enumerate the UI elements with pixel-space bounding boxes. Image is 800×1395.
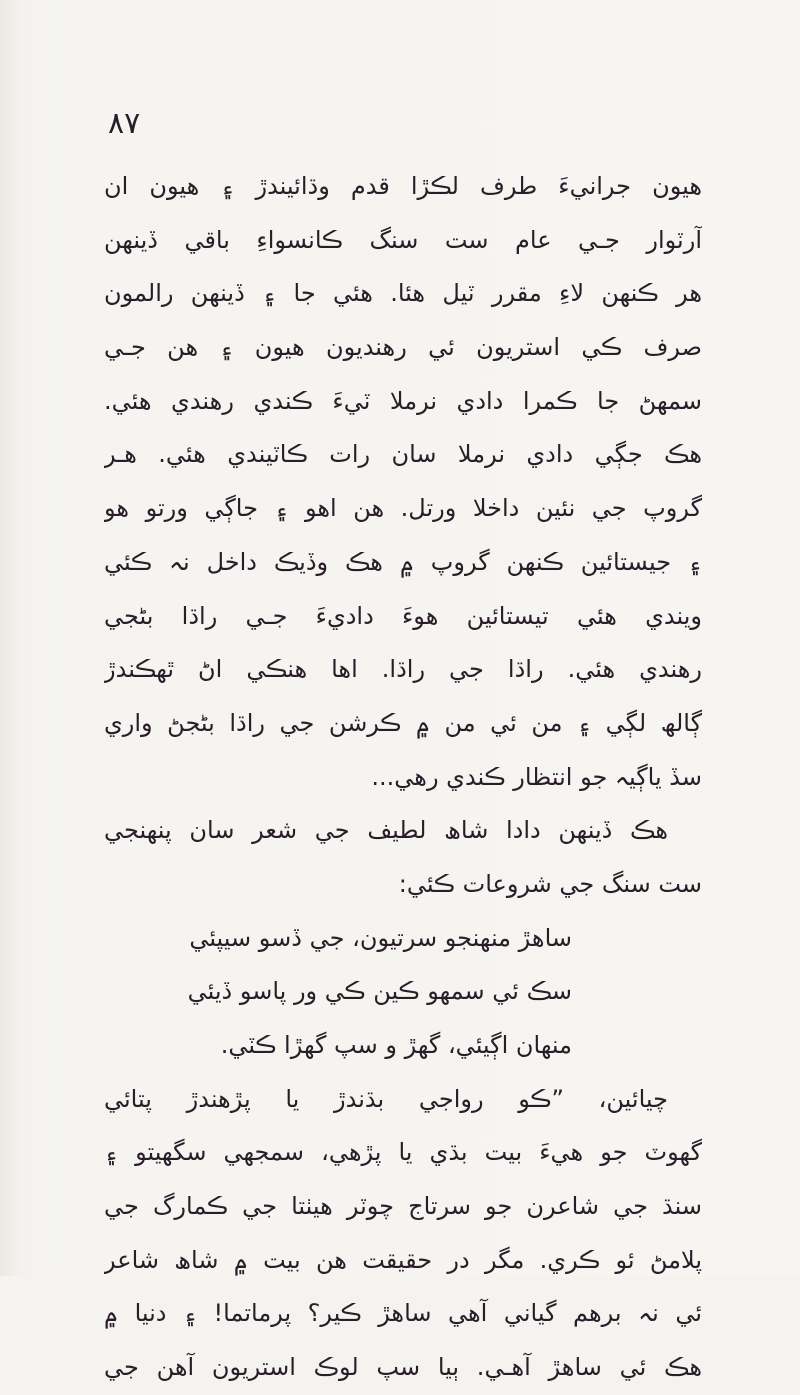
paragraph-line: سنڌ جي شاعرن جو سرتاج چوٽر هيٺتا جي ڪمارگ جي: [104, 1192, 702, 1221]
text-line: آرٽوار جـي عام ست سنگ ڪانسواءِ باقي ڏينهن: [104, 225, 702, 254]
body-text: [104, 160, 702, 1395]
paragraph-line: هڪ ئي ساهڙ آهـي. ٻيا سپ لوڪ استريون آهن جي: [104, 1353, 702, 1382]
verse-line: سڪ ئي سمهو ڪين ڪي ور پاسو ڏيئي: [187, 977, 572, 1006]
paragraph-line: چيائين، ”ڪو رواجي بڌندڙ يا پڙهندڙ پتائي: [104, 1084, 668, 1113]
text-line: ويندي هئي تيستائين هوءَ داديءَ جـي راڌا بڻجي: [104, 601, 702, 630]
text-line: هڪ جڳي دادي نرملا سان رات ڪاٽيندي هئي. هـر: [104, 440, 702, 469]
verse-line: ساهڙ منهنجو سرتيون، جي ڏسو سيپئي: [189, 923, 572, 952]
text-line: سڏ ياڳيہ جو انتظار ڪندي رهي...: [371, 762, 702, 791]
paragraph-line: هڪ ڏينهن دادا شاھ لطيف جي شعر سان پنهنجي: [104, 816, 668, 845]
paragraph-line: گهوٽ جو هيءَ بيت بڌي يا پڙهي، سمجهي سگهيتو ۽: [104, 1138, 702, 1167]
paragraph-line: ئي نہ برهم گياني آهي ساهڙ ڪير؟ پرماتما! ۽ دنيا ۾: [104, 1299, 702, 1328]
text-line: رهندي هئي. راڌا جي راڌا. اها هنڪي اڻ ٿهڪندڙ: [104, 655, 702, 684]
paragraph-line: پلامڻ ئو ڪري. مگر در حقيقت هن بيت ۾ شاھ شاعر: [104, 1245, 702, 1274]
text-line: هيون جرانيءَ طرف لڪڙا قدم وڌائيندڙ ۽ هيون ان: [104, 172, 702, 200]
verse-line: منهان اڳيئي، گهڙ و سپ گهڙا ڪٽي.: [220, 1031, 572, 1059]
text-line: گروپ جي نئين داخلا ورتل. هن اهو ۽ جاڳي ورتو هو: [104, 494, 702, 523]
text-line: ۽ جيستائين ڪنهن گروپ ۾ هڪ وڏيڪ داخل نہ ڪئي: [104, 547, 702, 576]
page-number: ٨٧: [108, 106, 141, 141]
text-line: هر ڪنهن لاءِ مقرر ٽيل هئا. هئي جا ۽ ڏينهن رالمون: [104, 279, 702, 308]
paragraph-line: ست سنگ جي شروعات ڪئي:: [398, 869, 702, 898]
text-line: ڳالھ لڳي ۽ من ئي من ۾ ڪرشن جي راڌا بڻجڻ واري: [104, 708, 702, 737]
text-line: سمهڻ جا ڪمرا دادي نرملا ٽيءَ ڪندي رهندي هئي.: [104, 386, 702, 415]
verse-block: [104, 912, 702, 1073]
text-line: صرف ڪي استريون ئي رهنديون هيون ۽ هن جـي: [104, 333, 702, 362]
